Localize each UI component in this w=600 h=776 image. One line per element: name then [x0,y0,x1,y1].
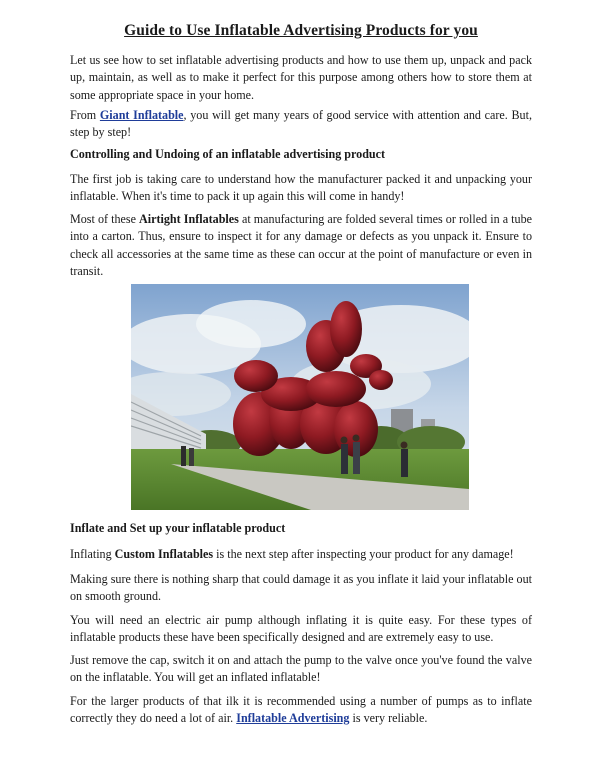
page-title: Guide to Use Inflatable Advertising Products for you [124,22,478,39]
text-segment: From [70,108,100,122]
custom-bold-term: Custom Inflatables [114,547,214,561]
balloon-dog-photo [131,284,469,510]
text-segment: Inflating [70,547,115,561]
text-segment: , you will get many years of good service with attention and care. But, step by step! [70,108,532,140]
custom-inflatables-paragraph [70,546,532,563]
giant-inflatable-link[interactable]: Giant Inflatable [99,108,184,122]
smooth-ground-paragraph: Making sure there is nothing sharp that could damage it as you inflate it laid your inflatable out on smooth ground. [70,572,532,604]
giant-inflatable-paragraph [70,107,532,142]
airtight-paragraph [70,211,532,281]
airtight-bold-term: Airtight Inflatables [139,212,239,226]
larger-products-paragraph [70,693,532,728]
text-segment: For the larger products of that ilk it is recommended using a number of pumps as to inflate correctly they do need a lot of air. [70,694,532,726]
section-heading-unpacking: Controlling and Undoing of an inflatable advertising product [70,147,386,161]
text-segment: Most of these [70,212,140,226]
unpacking-paragraph: The first job is taking care to understand how the manufacturer packed it and unpacking your inflatable. When it's time to pack it up again this will come in handy! [70,172,532,204]
balloon-dog-illustration [131,284,469,510]
air-pump-paragraph: You will need an electric air pump although inflating it is quite easy. For these types of inflatable products these have been specifically designed and are extremely easy to use. [70,613,532,645]
intro-paragraph: Let us see how to set inflatable advertising products and how to use them up, unpack and pack up, maintain, as well as to make it perfect for this purpose among others how to store them at some appropriate space in your home. [70,53,532,102]
section-heading-inflate: Inflate and Set up your inflatable product [70,521,286,535]
inflatable-advertising-link[interactable]: Inflatable Advertising [236,711,350,726]
text-segment: is the next step after inspecting your product for any damage! [213,547,514,561]
valve-paragraph: Just remove the cap, switch it on and attach the pump to the valve once you've found the valve on the inflatable. You will get an inflated inflatable! [70,653,532,685]
text-segment: is very reliable. [349,711,428,726]
text-segment: at manufacturing are folded several times or rolled in a tube into a carton. Thus, ensure to inspect it for any damage or defects as you unpack it. Ensure to check all accessories at the same time as these can occur at the point of manufacture or even in transit. [70,212,532,279]
